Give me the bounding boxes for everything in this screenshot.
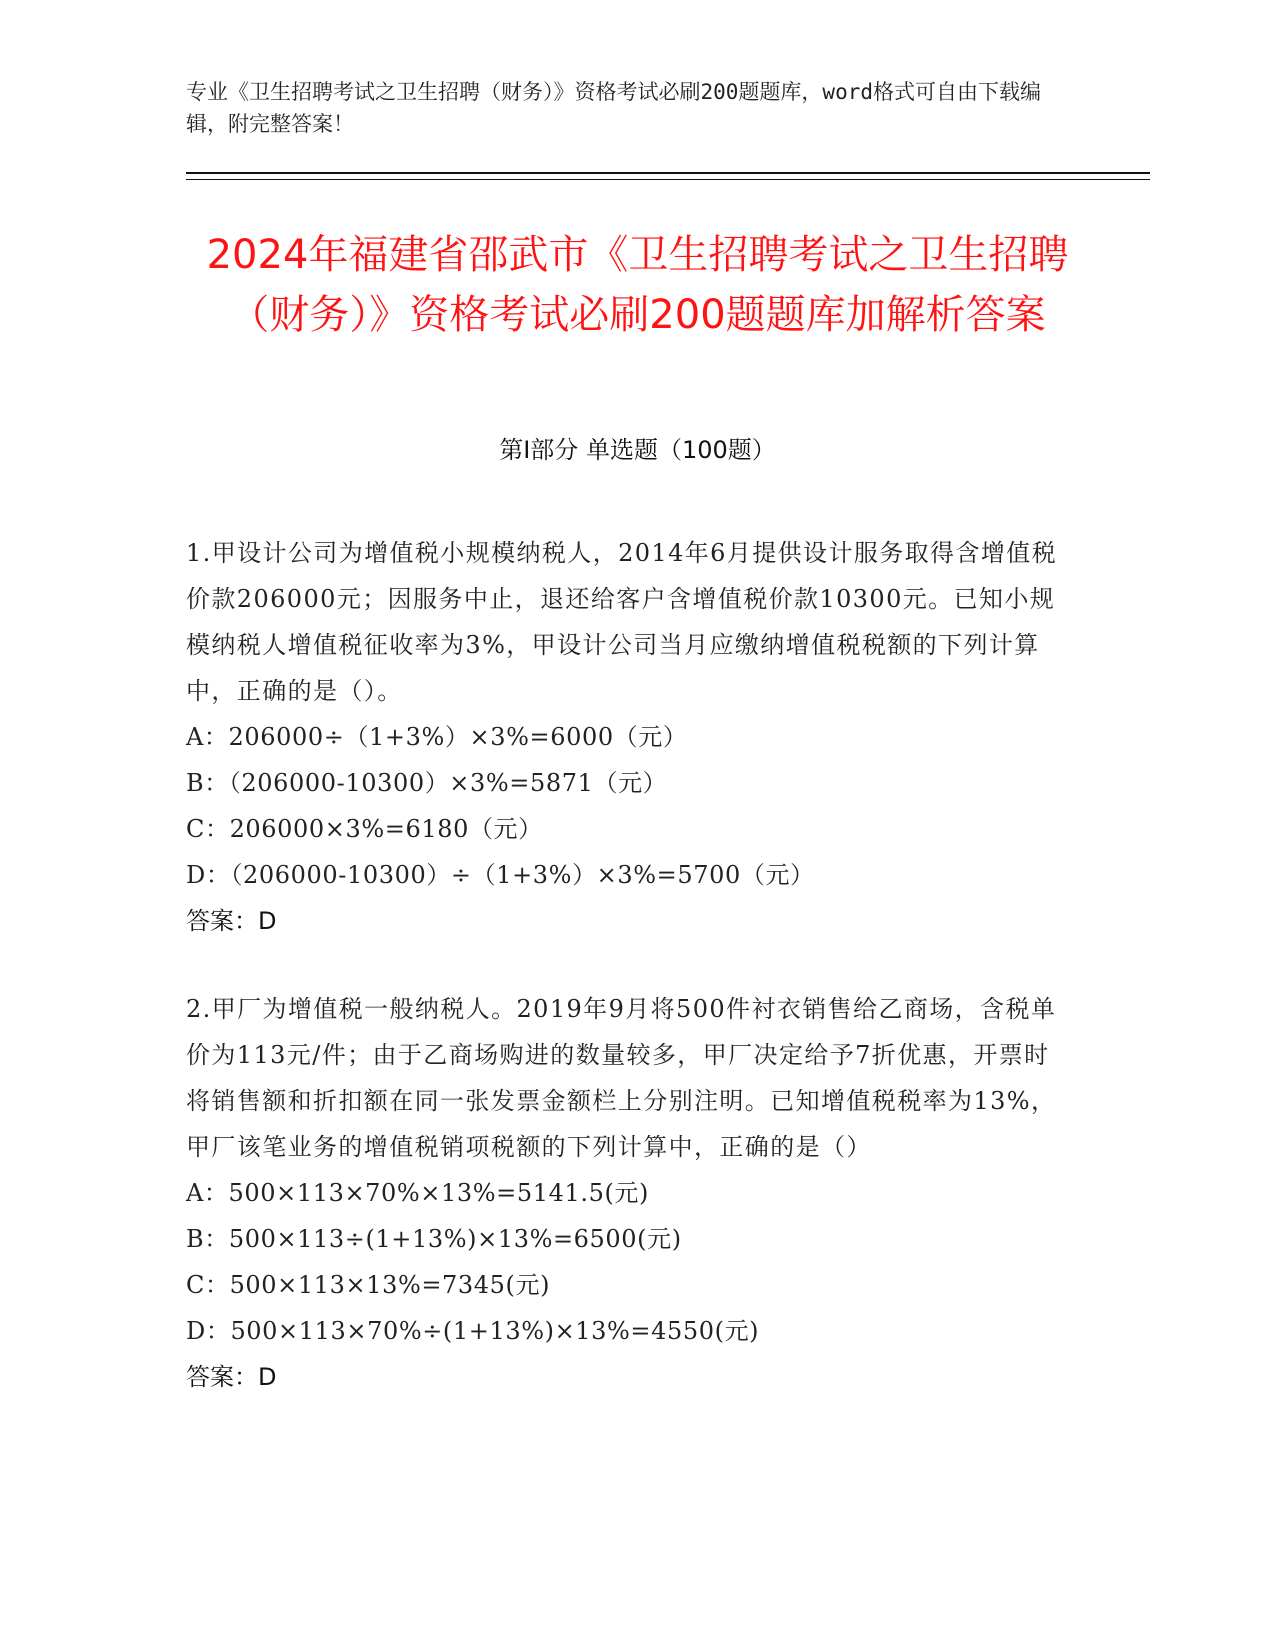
option-a: A：500×113×70%×13%=5141.5(元) (186, 1179, 649, 1207)
header-divider-thick (186, 172, 1150, 174)
option-d: D：500×113×70%÷(1+13%)×13%=4550(元) (186, 1317, 760, 1345)
question-1 (186, 530, 1066, 944)
option-c: C：500×113×13%=7345(元) (186, 1271, 551, 1299)
question-stem: 1.甲设计公司为增值税小规模纳税人，2014年6月提供设计服务取得含增值税价款206000元；因服务中止，退还给客户含增值税价款10300元。已知小规模纳税人增值税征收率为3%，甲设计公司当月应缴纳增值税税额的下列计算中，正确的是（）。 (186, 539, 1058, 705)
header-divider-thin (186, 179, 1150, 180)
option-d: D：（206000-10300）÷（1+3%）×3%=5700（元） (186, 861, 815, 889)
section-heading: 第Ⅰ部分 单选题（100题） (499, 436, 776, 464)
option-a: A：206000÷（1+3%）×3%=6000（元） (186, 723, 688, 751)
option-b: B：500×113÷(1+13%)×13%=6500(元) (186, 1225, 682, 1253)
question-stem: 2.甲厂为增值税一般纳税人。2019年9月将500件衬衣销售给乙商场，含税单价为113元/件；由于乙商场购进的数量较多，甲厂决定给予7折优惠，开票时将销售额和折扣额在同一张发票金额栏上分别注明。已知增值税税率为13%，甲厂该笔业务的增值税销项税额的下列计算中，正确的是（） (186, 995, 1057, 1161)
option-c: C：206000×3%=6180（元） (186, 815, 543, 843)
answer-line: 答案：D (186, 1363, 277, 1391)
header-note: 专业《卫生招聘考试之卫生招聘（财务）》资格考试必刷200题题库，word格式可自由下载编辑，附完整答案！ (186, 80, 1041, 136)
document-title: 2024年福建省邵武市《卫生招聘考试之卫生招聘（财务）》资格考试必刷200题题库加解析答案 (206, 232, 1069, 338)
option-b: B：（206000-10300）×3%=5871（元） (186, 769, 668, 797)
question-2 (186, 986, 1066, 1400)
answer-line: 答案：D (186, 907, 277, 935)
